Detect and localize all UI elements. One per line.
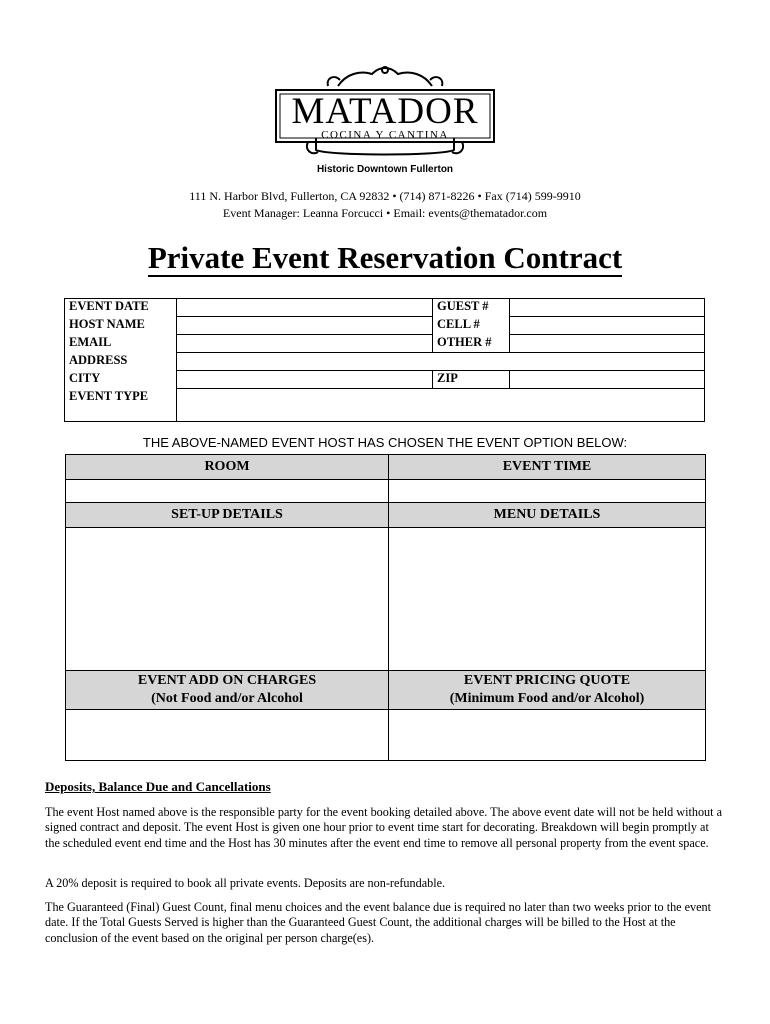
pricing-quote-subtitle: (Minimum Food and/or Alcohol) <box>449 691 645 706</box>
event-option-table <box>65 454 706 761</box>
address-label: ADDRESS <box>65 353 177 371</box>
city-field[interactable] <box>177 371 433 389</box>
page-title <box>0 240 770 276</box>
event-date-field[interactable] <box>177 299 433 317</box>
event-time-field[interactable] <box>389 480 706 503</box>
addon-charges-title: EVENT ADD ON CHARGES <box>137 673 317 688</box>
addon-charges-header <box>66 671 389 710</box>
event-option-instruction: THE ABOVE-NAMED EVENT HOST HAS CHOSEN THE EVENT OPTION BELOW: <box>142 435 628 450</box>
logo-wordmark: MATADOR <box>291 91 479 132</box>
deposits-paragraph-1: The event Host named above is the responsible party for the event booking detailed above. The above event date will not be held without a signed contract and deposit. The event Host is given one hour prior to event time start for decorating. Breakdown will begin promptly at the scheduled event end time and the Host has 30 minutes after the event end time to remove all personal property from the event space. <box>45 805 722 850</box>
logo-tagline: COCINA Y CANTINA <box>321 129 449 141</box>
host-name-field[interactable] <box>177 317 433 335</box>
cell-label: CELL # <box>433 317 510 335</box>
other-phone-label: OTHER # <box>433 335 510 353</box>
contact-address-line: 111 N. Harbor Blvd, Fullerton, CA 92832 • (714) 871-8226 • Fax (714) 599-9910 <box>189 189 581 203</box>
event-time-header: EVENT TIME <box>389 455 706 480</box>
deposits-heading: Deposits, Balance Due and Cancellations <box>45 779 271 794</box>
city-label: CITY <box>65 371 177 389</box>
address-field[interactable] <box>177 353 705 371</box>
deposits-paragraph-3: The Guaranteed (Final) Guest Count, final menu choices and the event balance due is required no later than two weeks prior to the event date. If the Total Guests Served is higher than the Guaranteed Guest Count, the additional charges will be billed to the Host at the conclusion of the event based on the original per person charge(es). <box>45 900 712 945</box>
host-name-label: HOST NAME <box>65 317 177 335</box>
guest-count-field[interactable] <box>510 299 705 317</box>
pricing-quote-header <box>389 671 706 710</box>
other-phone-field[interactable] <box>510 335 705 353</box>
event-date-label: EVENT DATE <box>65 299 177 317</box>
event-type-field[interactable] <box>177 389 705 422</box>
contact-manager-line: Event Manager: Leanna Forcucci • Email: events@thematador.com <box>222 206 548 220</box>
email-field[interactable] <box>177 335 433 353</box>
pricing-quote-title: EVENT PRICING QUOTE <box>463 673 631 688</box>
addon-charges-field[interactable] <box>66 710 389 761</box>
room-header: ROOM <box>66 455 389 480</box>
email-label: EMAIL <box>65 335 177 353</box>
page-title-text: Private Event Reservation Contract <box>147 240 623 275</box>
matador-logo <box>268 64 502 174</box>
logo-location: Historic Downtown Fullerton <box>316 164 454 175</box>
event-info-table <box>64 298 705 422</box>
event-type-label: EVENT TYPE <box>65 389 177 422</box>
setup-details-field[interactable] <box>66 528 389 671</box>
cell-field[interactable] <box>510 317 705 335</box>
deposits-paragraph-2: A 20% deposit is required to book all private events. Deposits are non-refundable. <box>45 876 446 890</box>
guest-count-label: GUEST # <box>433 299 510 317</box>
menu-details-field[interactable] <box>389 528 706 671</box>
zip-label: ZIP <box>433 371 510 389</box>
menu-details-header: MENU DETAILS <box>389 503 706 528</box>
addon-charges-subtitle: (Not Food and/or Alcohol <box>151 691 303 706</box>
setup-details-header: SET-UP DETAILS <box>66 503 389 528</box>
pricing-quote-field[interactable] <box>389 710 706 761</box>
room-field[interactable] <box>66 480 389 503</box>
zip-field[interactable] <box>510 371 705 389</box>
